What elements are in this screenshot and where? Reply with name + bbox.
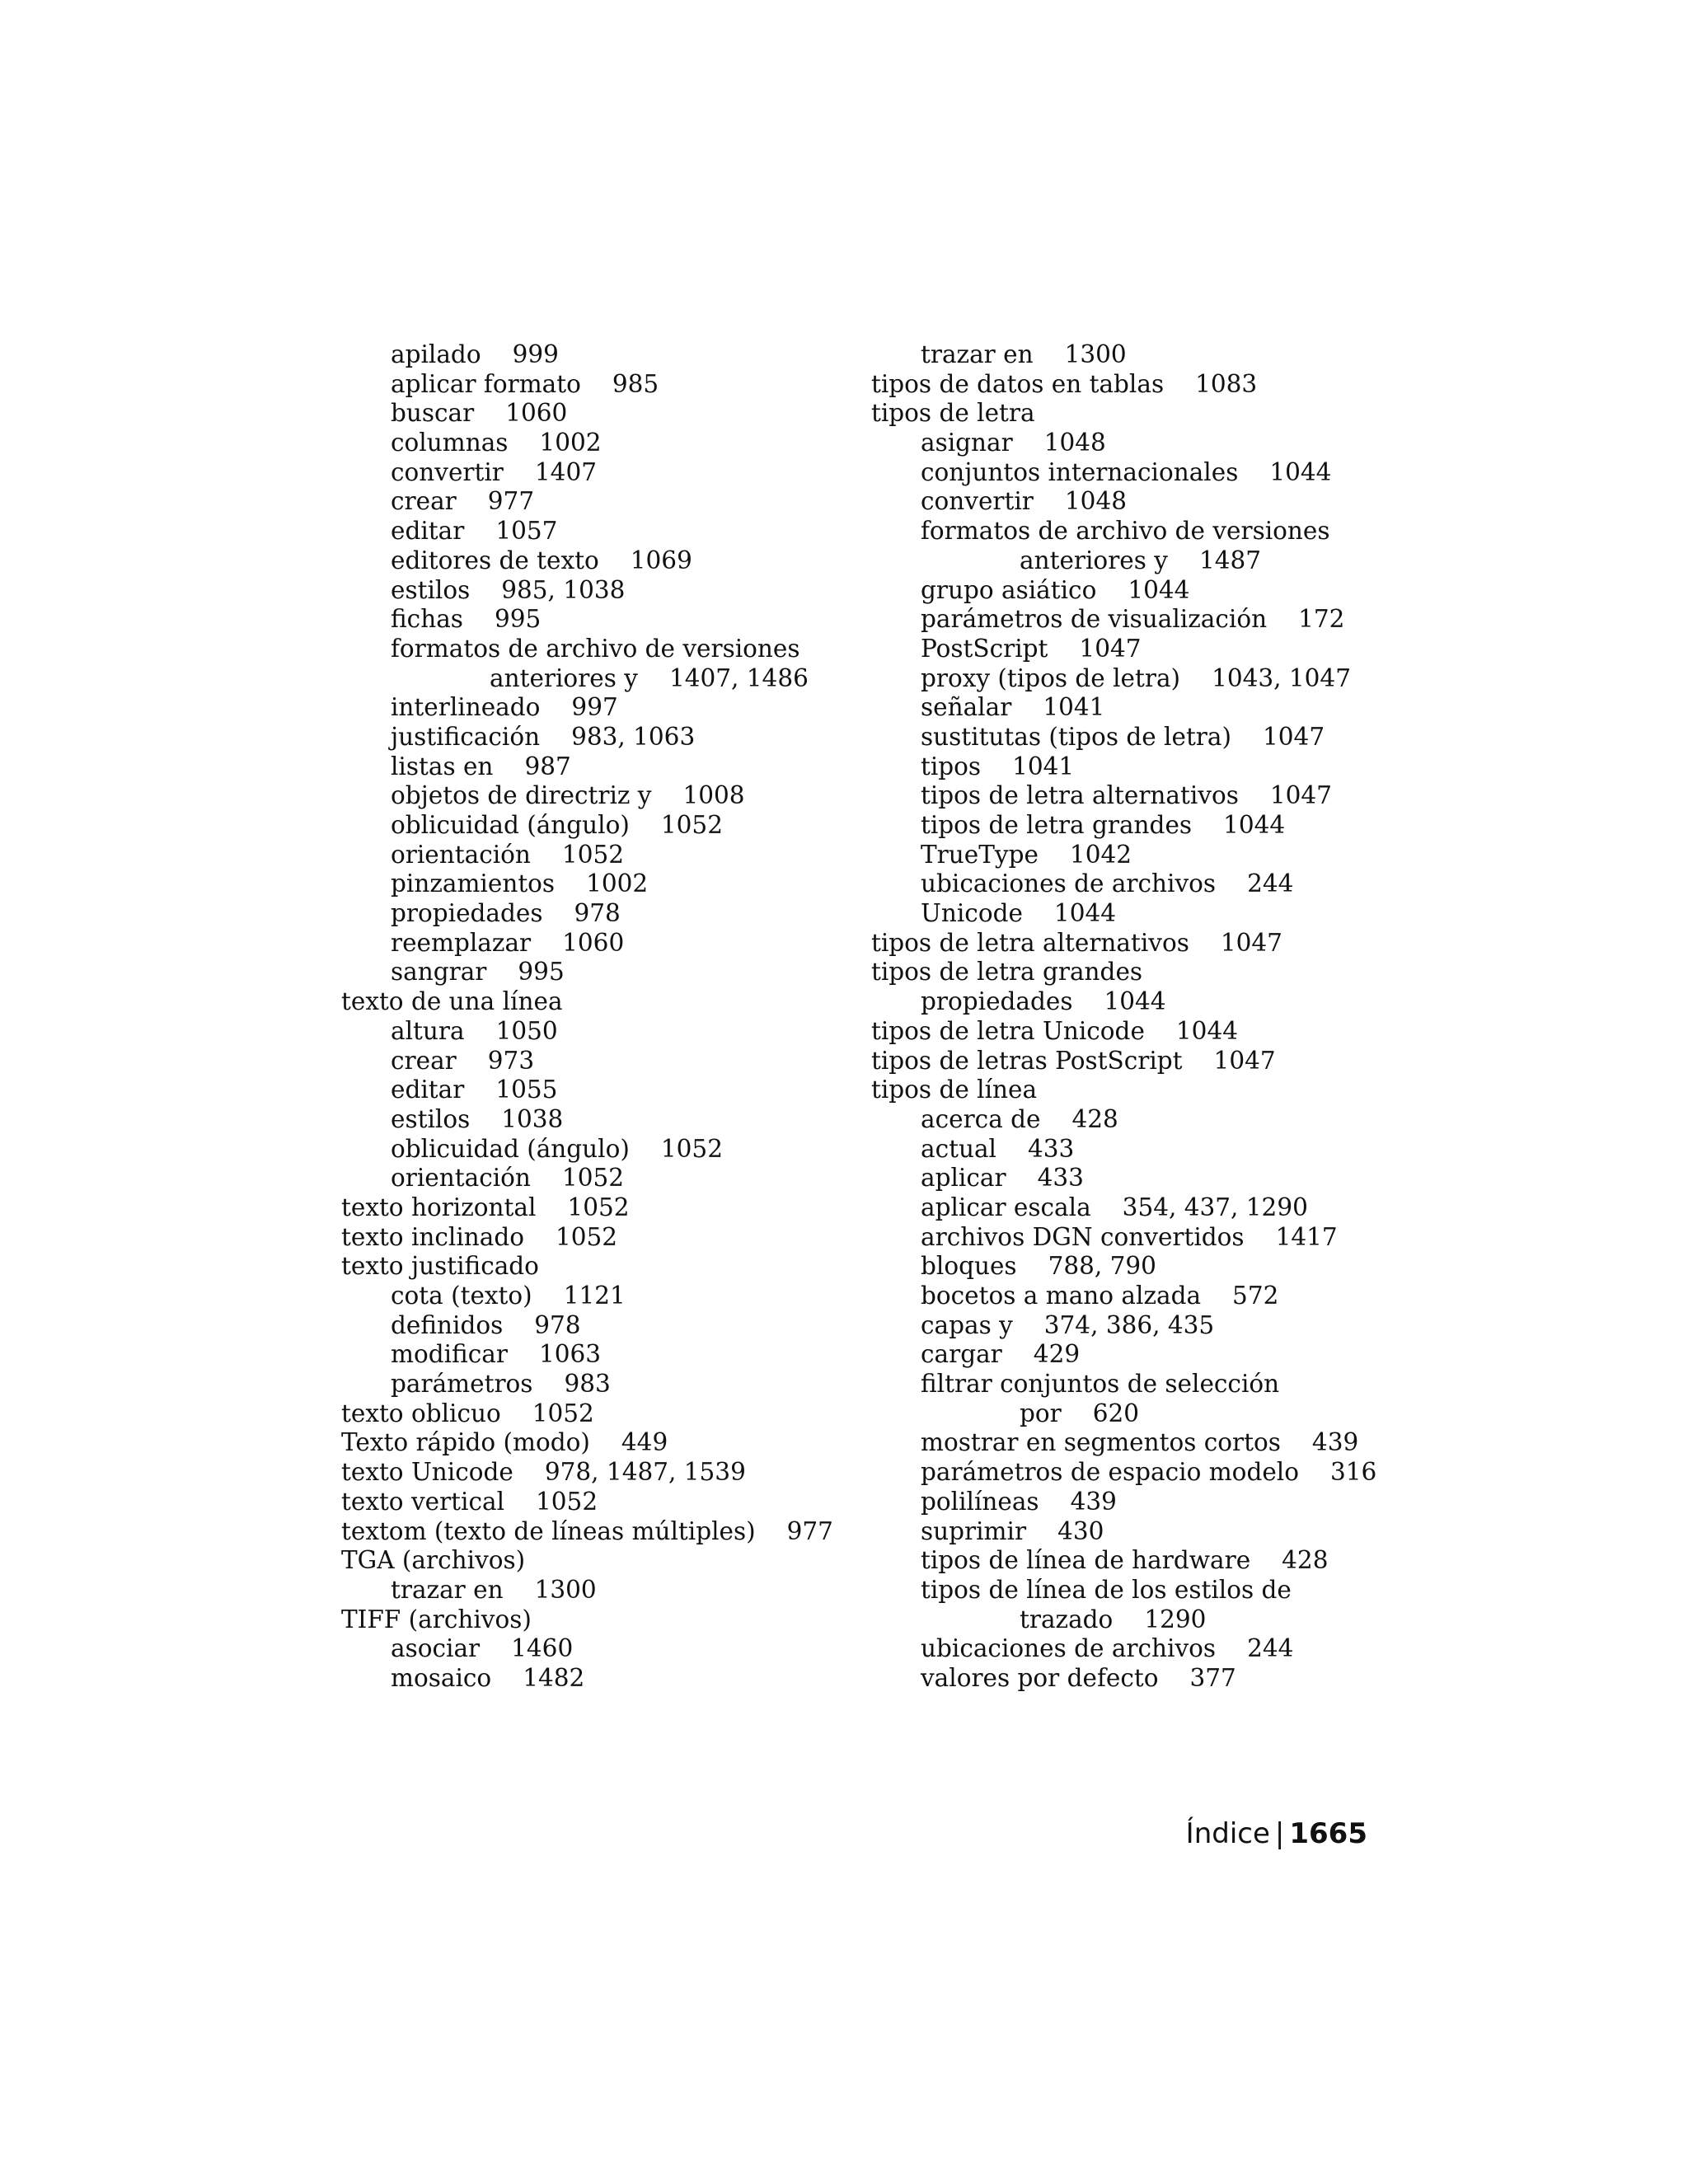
index-page-refs: 172 — [1298, 605, 1345, 634]
index-term: propiedades — [921, 987, 1073, 1016]
index-page-refs: 433 — [1037, 1164, 1084, 1193]
index-page-refs: 1052 — [536, 1487, 598, 1516]
index-entry — [341, 1517, 836, 1547]
index-subentry — [341, 899, 836, 929]
index-term: tipos de letra grandes — [871, 958, 1143, 987]
page-footer — [1186, 1817, 1367, 1850]
index-page-refs: 1048 — [1064, 487, 1127, 516]
index-term: formatos de archivo de versiones — [391, 634, 800, 663]
index-subentry — [341, 1105, 836, 1135]
index-term: TGA (archivos) — [341, 1546, 526, 1575]
index-term: trazar en — [391, 1575, 504, 1604]
index-page-refs: 985, 1038 — [501, 575, 626, 604]
index-entry — [871, 1017, 1382, 1047]
index-page-refs: 1002 — [586, 869, 649, 898]
index-subentry — [341, 1311, 836, 1341]
index-page-refs: 978 — [574, 899, 621, 928]
index-term: editar — [391, 517, 465, 546]
index-page-refs: 377 — [1189, 1663, 1236, 1692]
index-subentry — [341, 693, 836, 723]
index-page-refs: 430 — [1057, 1516, 1104, 1545]
index-subentry — [871, 517, 1382, 546]
index-page-refs: 995 — [518, 958, 565, 987]
index-page-refs: 1050 — [495, 1016, 558, 1045]
index-term: tipos de línea de hardware — [921, 1546, 1251, 1575]
index-page-refs: 1460 — [511, 1634, 574, 1663]
index-page-refs: 1002 — [539, 429, 602, 457]
index-subentry — [341, 1370, 836, 1399]
index-subentry — [341, 1576, 836, 1605]
index-subentry — [871, 1252, 1382, 1282]
index-page-refs: 1008 — [682, 781, 745, 810]
index-term: acerca de — [921, 1104, 1041, 1133]
index-subentry — [871, 987, 1382, 1017]
index-term: texto oblicuo — [341, 1399, 501, 1427]
index-term: proxy (tipos de letra) — [921, 663, 1181, 692]
index-term: definidos — [391, 1310, 504, 1339]
index-term: crear — [391, 487, 457, 516]
index-page-refs: 1069 — [630, 546, 692, 574]
index-page-refs: 1121 — [563, 1282, 626, 1310]
index-term: Texto rápido (modo) — [341, 1428, 590, 1457]
index-page-refs: 1048 — [1043, 429, 1106, 457]
index-page-refs: 1043, 1047 — [1212, 663, 1351, 692]
index-subentry — [871, 1517, 1382, 1547]
index-page-refs: 1482 — [523, 1663, 585, 1692]
index-term: mosaico — [391, 1663, 492, 1692]
index-term: señalar — [921, 693, 1012, 722]
index-page-refs: 1063 — [538, 1340, 602, 1369]
index-term: trazado — [1020, 1605, 1114, 1633]
index-subentry — [871, 1105, 1382, 1135]
index-subentry — [341, 458, 836, 488]
index-term: actual — [921, 1134, 996, 1163]
index-entry — [341, 1252, 836, 1282]
index-term: tipos de datos en tablas — [871, 369, 1165, 398]
index-page-refs: 1042 — [1069, 840, 1132, 869]
index-term: aplicar formato — [391, 369, 581, 398]
index-term: tipos de letra alternativos — [921, 781, 1239, 810]
index-page-refs: 1044 — [1104, 987, 1166, 1016]
index-subentry — [871, 1634, 1382, 1664]
index-subentry — [341, 1076, 836, 1105]
index-page-refs: 1044 — [1053, 899, 1116, 928]
index-subentry — [341, 546, 836, 576]
index-subentry — [341, 811, 836, 841]
index-page-refs: 1047 — [1220, 928, 1282, 957]
index-entry — [871, 929, 1382, 958]
index-subentry — [871, 693, 1382, 723]
index-subentry — [341, 399, 836, 429]
index-page-refs: 1052 — [660, 811, 723, 839]
index-subentry — [871, 752, 1382, 782]
index-term: bloques — [921, 1252, 1017, 1281]
index-term: columnas — [391, 429, 509, 457]
index-term: mostrar en segmentos cortos — [921, 1428, 1281, 1457]
index-entry — [341, 1605, 836, 1635]
index-term: propiedades — [391, 899, 543, 928]
index-term: cargar — [921, 1340, 1002, 1369]
index-subentry — [871, 1576, 1382, 1605]
index-entry — [341, 1399, 836, 1429]
index-subentry — [871, 576, 1382, 606]
index-term: convertir — [391, 457, 504, 486]
index-entry — [871, 370, 1382, 400]
index-subentry — [341, 429, 836, 458]
index-term: valores por defecto — [921, 1663, 1159, 1692]
index-entry — [341, 1488, 836, 1517]
index-term: trazar en — [921, 340, 1034, 368]
index-subentry — [871, 458, 1382, 488]
index-entry — [871, 399, 1382, 429]
index-term: ubicaciones de archivos — [921, 869, 1217, 898]
index-entry — [341, 1458, 836, 1488]
index-page-refs: 244 — [1247, 1634, 1294, 1663]
index-subentry — [871, 1311, 1382, 1341]
index-subentry — [871, 899, 1382, 929]
index-subentry — [871, 1664, 1382, 1694]
index-page-refs: 1047 — [1213, 1046, 1276, 1075]
footer-section-label: Índice — [1185, 1817, 1270, 1850]
index-term: texto justificado — [341, 1252, 539, 1281]
index-page-refs: 983, 1063 — [571, 722, 696, 751]
index-entry — [341, 1546, 836, 1576]
index-page-refs: 977 — [786, 1516, 833, 1545]
index-subentry — [871, 1458, 1382, 1488]
index-term: editar — [391, 1076, 465, 1104]
index-term: cota (texto) — [391, 1282, 532, 1310]
index-subentry — [871, 429, 1382, 458]
index-subentry — [871, 723, 1382, 752]
index-subentry — [871, 781, 1382, 811]
index-term: crear — [391, 1046, 457, 1075]
index-page-refs: 1052 — [561, 1164, 624, 1193]
index-subentry — [341, 605, 836, 635]
index-page-refs: 995 — [494, 605, 542, 634]
index-term: reemplazar — [391, 928, 532, 957]
index-subentry — [871, 635, 1382, 664]
index-page-refs: 439 — [1311, 1428, 1359, 1457]
index-page-refs: 449 — [621, 1428, 668, 1457]
index-subentry — [341, 517, 836, 546]
index-term: apilado — [391, 340, 481, 368]
index-term: tipos de letra — [871, 399, 1035, 428]
index-subentry — [341, 869, 836, 899]
index-page-refs: 1047 — [1079, 634, 1142, 663]
index-term: Unicode — [921, 899, 1023, 928]
index-column-right — [871, 340, 1382, 1694]
index-entry — [341, 987, 836, 1017]
index-subentry — [871, 487, 1382, 517]
index-term: interlineado — [391, 693, 541, 722]
index-term: TrueType — [921, 840, 1039, 869]
index-subentry — [871, 340, 1382, 370]
index-subentry — [341, 1047, 836, 1076]
index-term: pinzamientos — [391, 869, 556, 898]
index-subentry — [341, 958, 836, 987]
index-page-refs: 572 — [1232, 1282, 1279, 1310]
index-page-refs: 985 — [612, 369, 659, 398]
index-term: tipos de letra alternativos — [871, 928, 1189, 957]
index-term: oblicuidad (ángulo) — [391, 1134, 630, 1163]
index-page-refs: 429 — [1033, 1340, 1081, 1369]
index-subentry — [341, 635, 836, 664]
index-term: filtrar conjuntos de selección — [921, 1370, 1280, 1399]
index-term: sangrar — [391, 958, 487, 987]
index-term: editores de texto — [391, 546, 599, 574]
index-term: estilos — [391, 575, 471, 604]
index-page-refs: 987 — [524, 752, 571, 780]
index-term: polilíneas — [921, 1487, 1039, 1516]
index-term: asignar — [921, 429, 1013, 457]
index-term: oblicuidad (ángulo) — [391, 811, 630, 839]
index-entry — [341, 1223, 836, 1253]
index-page-refs: 1300 — [1064, 340, 1127, 368]
index-page-refs: 999 — [512, 340, 559, 368]
index-page-refs: 1407, 1486 — [668, 663, 809, 692]
index-subentry — [341, 1164, 836, 1193]
index-term: archivos DGN convertidos — [921, 1222, 1245, 1251]
index-page-refs: 1487 — [1198, 546, 1262, 574]
index-term: capas y — [921, 1310, 1013, 1339]
index-term: fichas — [391, 605, 463, 634]
index-subentry — [871, 1428, 1382, 1458]
index-subentry — [871, 605, 1382, 635]
index-entry — [871, 1047, 1382, 1076]
index-page-refs: 1052 — [660, 1134, 723, 1163]
index-subentry — [871, 841, 1382, 870]
index-page-refs: 1083 — [1195, 369, 1258, 398]
index-term: tipos de línea de los estilos de — [921, 1575, 1292, 1604]
index-term: buscar — [391, 399, 475, 428]
index-term: listas en — [391, 752, 494, 780]
index-page-refs: 316 — [1329, 1458, 1377, 1487]
index-subentry — [871, 1164, 1382, 1193]
index-term: parámetros — [391, 1370, 533, 1399]
index-page-refs: 1060 — [505, 399, 568, 428]
index-term: por — [1020, 1399, 1062, 1427]
index-page-refs: 428 — [1071, 1104, 1118, 1133]
index-term: texto inclinado — [341, 1222, 524, 1251]
index-page-refs: 978, 1487, 1539 — [544, 1458, 746, 1487]
index-subentry — [871, 1282, 1382, 1311]
index-page-refs: 1044 — [1269, 457, 1332, 486]
index-term: tipos de línea — [871, 1076, 1038, 1104]
index-subentry — [871, 1193, 1382, 1223]
index-page-refs: 1290 — [1144, 1605, 1207, 1633]
index-page-refs: 1300 — [534, 1575, 597, 1604]
index-subentry — [871, 1135, 1382, 1165]
index-entry — [871, 1076, 1382, 1105]
index-subentry — [341, 664, 836, 694]
index-subentry — [341, 1664, 836, 1694]
index-subentry — [341, 1282, 836, 1311]
index-term: grupo asiático — [921, 575, 1097, 604]
index-subentry — [341, 929, 836, 958]
index-page-refs: 1052 — [561, 840, 624, 869]
index-page-refs: 1052 — [532, 1399, 594, 1427]
index-term: convertir — [921, 487, 1034, 516]
index-column-left — [341, 340, 836, 1694]
index-subentry — [871, 1605, 1382, 1635]
index-page-refs: 1044 — [1175, 1016, 1238, 1045]
index-page-refs: 439 — [1070, 1487, 1117, 1516]
index-term: suprimir — [921, 1516, 1027, 1545]
index-subentry — [341, 576, 836, 606]
index-page-refs: 1407 — [534, 457, 597, 486]
index-page-refs: 1044 — [1128, 575, 1190, 604]
index-term: PostScript — [921, 634, 1048, 663]
index-page-refs: 1047 — [1269, 781, 1332, 810]
index-page-refs: 1417 — [1275, 1222, 1338, 1251]
index-page-refs: 1041 — [1043, 693, 1105, 722]
index-page-refs: 1057 — [495, 517, 558, 546]
index-term: formatos de archivo de versiones — [921, 517, 1330, 546]
index-subentry — [341, 1017, 836, 1047]
index-term: aplicar escala — [921, 1193, 1091, 1221]
index-subentry — [871, 664, 1382, 694]
index-term: conjuntos internacionales — [921, 457, 1239, 486]
index-page-refs: 374, 386, 435 — [1043, 1310, 1215, 1339]
index-term: texto de una línea — [341, 987, 563, 1016]
index-term: orientación — [391, 1164, 531, 1193]
index-subentry — [341, 1340, 836, 1370]
index-term: textom (texto de líneas múltiples) — [341, 1516, 756, 1545]
index-term: texto horizontal — [341, 1193, 537, 1221]
index-term: anteriores y — [490, 663, 638, 692]
index-term: sustitutas (tipos de letra) — [921, 722, 1232, 751]
index-page-refs: 978 — [534, 1310, 581, 1339]
index-subentry — [341, 340, 836, 370]
index-subentry — [871, 869, 1382, 899]
index-subentry — [341, 487, 836, 517]
index-term: tipos de letra grandes — [921, 811, 1193, 839]
index-term: parámetros de visualización — [921, 605, 1268, 634]
index-term: modificar — [391, 1340, 508, 1369]
index-subentry — [871, 1488, 1382, 1517]
index-term: texto Unicode — [341, 1458, 513, 1487]
index-page-refs: 354, 437, 1290 — [1122, 1193, 1308, 1221]
index-term: TIFF (archivos) — [341, 1605, 532, 1633]
index-term: tipos de letras PostScript — [871, 1046, 1183, 1075]
index-page-refs: 428 — [1282, 1546, 1329, 1575]
footer-separator: | — [1274, 1817, 1285, 1850]
index-page-refs: 983 — [564, 1370, 611, 1399]
index-entry — [341, 1193, 836, 1223]
index-term: objetos de directriz y — [391, 781, 652, 810]
index-term: aplicar — [921, 1164, 1006, 1193]
index-page-refs: 1047 — [1263, 722, 1325, 751]
index-page-refs: 244 — [1247, 869, 1294, 898]
index-subentry — [871, 1399, 1382, 1429]
index-term: parámetros de espacio modelo — [921, 1458, 1299, 1487]
page-number: 1665 — [1289, 1817, 1367, 1850]
index-subentry — [871, 1340, 1382, 1370]
index-page-refs: 1060 — [562, 928, 625, 957]
index-page-refs: 788, 790 — [1048, 1252, 1156, 1281]
index-term: justificación — [391, 722, 541, 751]
index-subentry — [341, 1135, 836, 1165]
index-subentry — [341, 1634, 836, 1664]
index-subentry — [341, 752, 836, 782]
index-page-refs: 1052 — [567, 1193, 630, 1221]
index-term: anteriores y — [1020, 546, 1168, 574]
index-entry — [341, 1428, 836, 1458]
index-term: texto vertical — [341, 1487, 505, 1516]
index-subentry — [341, 370, 836, 400]
index-subentry — [341, 723, 836, 752]
index-subentry — [871, 1370, 1382, 1399]
index-page-refs: 977 — [487, 487, 535, 516]
index-entry — [871, 958, 1382, 987]
index-page-refs: 973 — [487, 1046, 535, 1075]
index-page-refs: 1041 — [1012, 752, 1075, 780]
index-term: estilos — [391, 1104, 471, 1133]
index-term: altura — [391, 1016, 465, 1045]
index-page-refs: 1038 — [501, 1104, 564, 1133]
index-term: tipos de letra Unicode — [871, 1016, 1145, 1045]
index-term: ubicaciones de archivos — [921, 1634, 1217, 1663]
index-page-refs: 1044 — [1223, 811, 1286, 839]
index-subentry — [871, 1223, 1382, 1253]
index-page-refs: 620 — [1092, 1399, 1140, 1427]
index-subentry — [341, 841, 836, 870]
index-page-refs: 433 — [1028, 1134, 1075, 1163]
index-page-refs: 1052 — [556, 1222, 618, 1251]
index-term: orientación — [391, 840, 531, 869]
index-page-refs: 997 — [571, 693, 618, 722]
index-term: asociar — [391, 1634, 481, 1663]
index-term: bocetos a mano alzada — [921, 1282, 1202, 1310]
index-term: tipos — [921, 752, 982, 780]
index-subentry — [341, 781, 836, 811]
index-subentry — [871, 546, 1382, 576]
index-subentry — [871, 1546, 1382, 1576]
index-subentry — [871, 811, 1382, 841]
index-page-refs: 1055 — [495, 1076, 558, 1104]
